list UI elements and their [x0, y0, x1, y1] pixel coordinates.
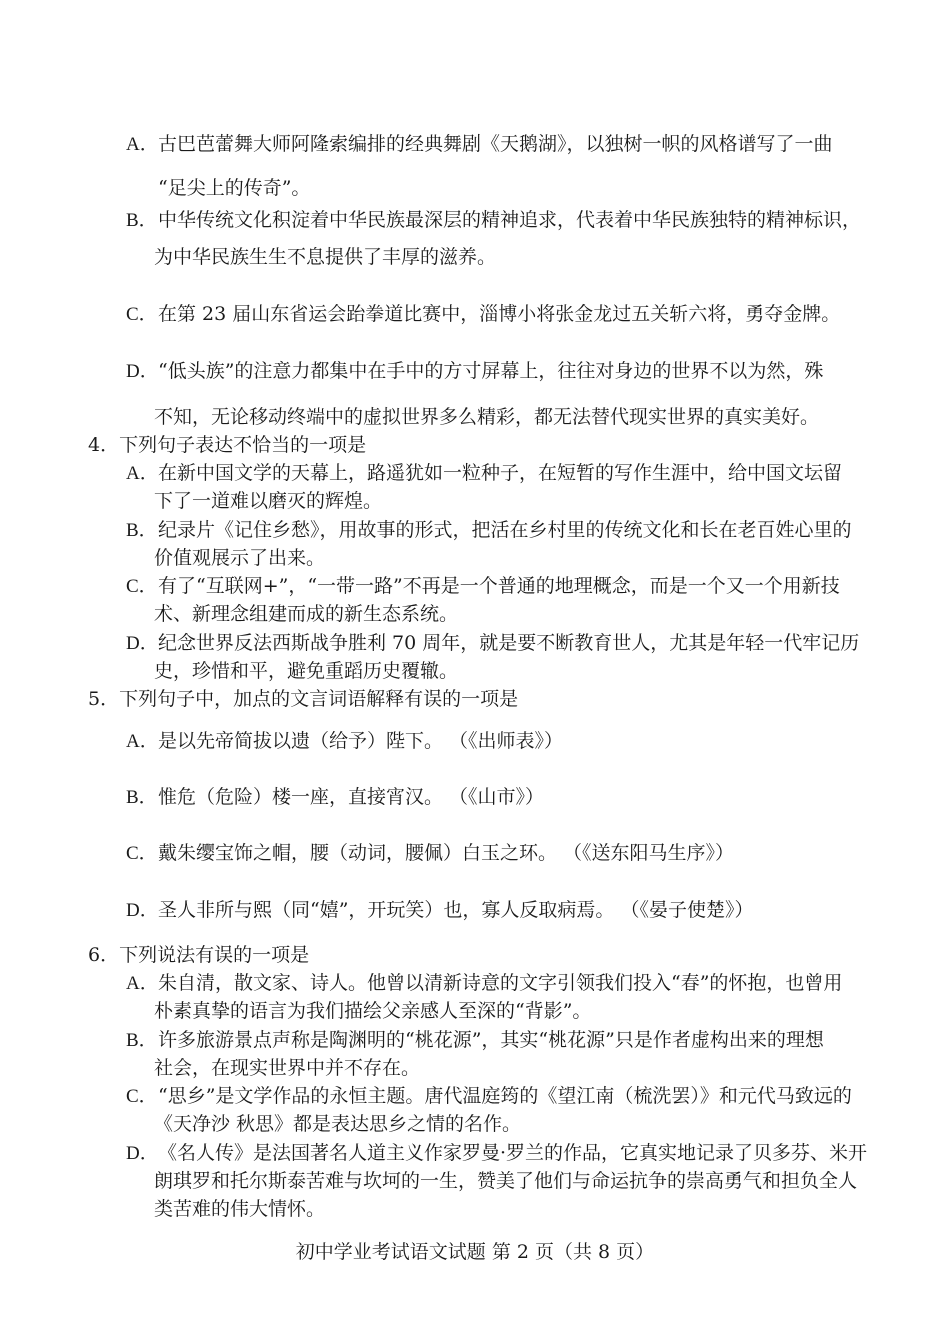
option-text-cont: 术、新理念组建而成的新生态系统。 — [154, 603, 459, 625]
option-text-cont: 《天净沙 秋思》都是表达思乡之情的名作。 — [154, 1113, 522, 1135]
option-letter: D． — [126, 1143, 159, 1164]
option-letter: A． — [126, 134, 159, 155]
option-text: 朱自清，散文家、诗人。他曾以清新诗意的文字引领我们投入“春”的怀抱，也曾用 — [158, 972, 843, 994]
option-text: “低头族”的注意力都集中在手中的方寸屏幕上，往往对身边的世界不以为然，殊 — [158, 360, 824, 382]
option-text: 有了“互联网+”，“一带一路”不再是一个普通的地理概念，而是一个又一个用新技 — [158, 575, 840, 597]
option-text: 古巴芭蕾舞大师阿隆索编排的经典舞剧《天鹅湖》，以独树一帜的风格谱写了一曲 — [158, 133, 833, 155]
option-text-cont: 类苦难的伟大情怀。 — [154, 1198, 326, 1220]
question-number: 5． — [88, 688, 120, 710]
option-text: 许多旅游景点声称是陶渊明的“桃花源”，其实“桃花源”只是作者虚构出来的理想 — [158, 1029, 824, 1051]
option-text-cont: 朴素真挚的语言为我们描绘父亲感人至深的“背影”。 — [154, 1000, 592, 1022]
option-text: 戴朱缨宝饰之帽，腰（动词，腰佩）白玉之环。 （《送东阳马生序》） — [158, 842, 735, 864]
option-letter: C． — [126, 843, 158, 864]
page-footer: 初中学业考试语文试题 第 2 页（共 8 页） — [295, 1241, 655, 1263]
option-text: 圣人非所与熙（同“嬉”，开玩笑）也，寡人反取病焉。 （《晏子使楚》） — [158, 899, 754, 921]
option-letter: C． — [126, 576, 158, 597]
option-letter: A． — [126, 463, 159, 484]
question-stem: 下列句子中，加点的文言词语解释有误的一项是 — [119, 688, 519, 710]
option-text-cont: 史，珍惜和平，避免重蹈历史覆辙。 — [154, 660, 459, 682]
option-text: 纪念世界反法西斯战争胜利 70 周年，就是要不断教育世人，尤其是年轻一代牢记历 — [158, 632, 860, 654]
option-text-cont: 为中华民族生生不息提供了丰厚的滋养。 — [154, 246, 497, 268]
option-text: 在新中国文学的天幕上，路遥犹如一粒种子，在短暂的写作生涯中，给中国文坛留 — [158, 462, 843, 484]
option-text: 是以先帝简拔以遗（给予）陛下。 （《出师表》） — [158, 730, 564, 752]
option-letter: A． — [126, 731, 159, 752]
option-letter: A． — [126, 973, 159, 994]
option-text-cont: “足尖上的传奇”。 — [158, 177, 311, 199]
option-letter: B． — [126, 787, 158, 808]
option-text-cont: 不知，无论移动终端中的虚拟世界多么精彩，都无法替代现实世界的真实美好。 — [154, 406, 820, 428]
option-letter: D． — [126, 900, 159, 921]
option-letter: B． — [126, 1030, 158, 1051]
option-text: 中华传统文化积淀着中华民族最深层的精神追求，代表着中华民族独特的精神标识， — [158, 209, 862, 231]
option-text: 纪录片《记住乡愁》，用故事的形式，把活在乡村里的传统文化和长在老百姓心里的 — [158, 519, 852, 541]
question-stem: 下列句子表达不恰当的一项是 — [119, 434, 367, 456]
option-text-cont: 社会，在现实世界中并不存在。 — [154, 1057, 421, 1079]
option-letter: C． — [126, 304, 158, 325]
option-letter: B． — [126, 210, 158, 231]
option-text: “思乡”是文学作品的永恒主题。唐代温庭筠的《望江南（梳洗罢）》和元代马致远的 — [158, 1085, 852, 1107]
question-stem: 下列说法有误的一项是 — [119, 944, 310, 966]
option-letter: B． — [126, 520, 158, 541]
option-text-cont: 朗琪罗和托尔斯泰苦难与坎坷的一生，赞美了他们与命运抗争的崇高勇气和担负全人 — [154, 1170, 858, 1192]
option-letter: D． — [126, 633, 159, 654]
option-text: 惟危（危险）楼一座，直接宵汉。 （《山市》） — [158, 786, 545, 808]
question-number: 4． — [88, 434, 120, 456]
option-text: 在第 23 届山东省运会跆拳道比赛中，淄博小将张金龙过五关斩六将，勇夺金牌。 — [158, 303, 841, 325]
option-letter: C． — [126, 1086, 158, 1107]
option-text-cont: 价值观展示了出来。 — [154, 547, 326, 569]
question-number: 6． — [88, 944, 120, 966]
option-text: 《名人传》是法国著名人道主义作家罗曼·罗兰的作品，它真实地记录了贝多芬、米开 — [158, 1142, 868, 1164]
option-letter: D． — [126, 361, 159, 382]
option-text-cont: 下了一道难以磨灭的辉煌。 — [154, 490, 383, 512]
